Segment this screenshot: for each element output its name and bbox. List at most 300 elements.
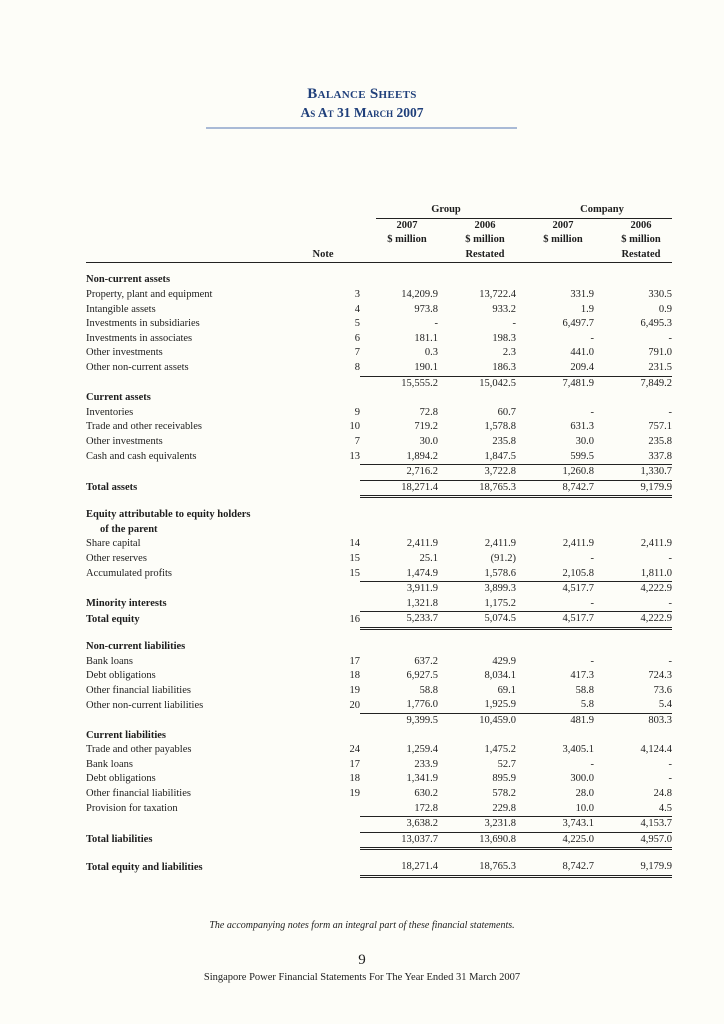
value-cell: 18,271.4 [376,860,438,876]
gap [360,743,376,758]
gap [438,714,454,729]
line-item-label: Provision for taxation [86,802,178,814]
gap [360,420,376,435]
gap [438,597,454,612]
line-item-label: Investments in subsidiaries [86,318,200,330]
line-item-row [86,787,672,802]
note-ref [286,597,360,612]
gap [438,772,454,787]
value-cell: 2,411.9 [484,538,516,550]
value-cell: 4,222.9 [610,612,672,629]
gap [594,582,610,597]
page-number: 9 [358,952,366,968]
note-ref: 18 [349,773,360,785]
note-ref: 16 [349,613,360,625]
gap [438,860,454,876]
gap [360,787,376,802]
value-cell: 337.8 [648,450,672,462]
value-cell: 637.2 [414,655,438,667]
line-item-row [86,406,672,421]
section-heading: Non-current assets [86,274,171,286]
gap [360,612,376,629]
note-ref: 19 [349,684,360,696]
value-cell: 15,555.2 [376,376,438,391]
gap [594,655,610,670]
gap [438,435,454,450]
value-cell: 4.5 [658,802,672,814]
line-item-label: Share capital [86,538,141,550]
gap [594,714,610,729]
value-cell: 9,179.9 [610,480,672,497]
gap [516,758,532,773]
line-item-label: Other financial liabilities [86,684,191,696]
section-heading-row [86,508,672,523]
note-ref: 8 [354,362,360,374]
gap [516,450,532,465]
value-cell: 69.1 [497,684,516,696]
value-cell: - [590,758,594,770]
gap [594,817,610,833]
gap [360,435,376,450]
gap [594,597,610,612]
value-cell: 1,175.2 [484,597,516,609]
value-cell: 331.9 [570,288,594,300]
column-header-row [86,248,672,263]
subtotal-row [86,376,672,391]
value-cell: 417.3 [570,670,594,682]
gap [594,465,610,481]
publication-footer: Singapore Power Financial Statements For The Year Ended 31 March 2007 [203,972,521,983]
line-item-label: Cash and cash equivalents [86,450,197,462]
gap [360,597,376,612]
value-cell: 229.8 [492,802,516,814]
value-cell: - [434,318,438,330]
line-item-label: Other investments [86,347,163,359]
value-cell: 1,925.9 [484,699,516,711]
gap [516,376,532,391]
gap [360,817,376,833]
gap [516,465,532,481]
note-ref [286,802,360,817]
gap [594,860,610,876]
line-item-row [86,537,672,552]
value-cell: 3,231.8 [454,817,516,833]
value-cell: 1,341.9 [406,773,438,785]
gap [516,317,532,332]
line-item-row [86,743,672,758]
gap [438,684,454,699]
gap [594,698,610,713]
value-cell: - [668,553,672,565]
note-ref: 10 [349,421,360,433]
note-ref [286,860,360,876]
line-item-label: Total assets [86,482,138,494]
value-cell: - [590,406,594,418]
value-cell: 3,638.2 [376,817,438,833]
gap [516,420,532,435]
value-cell: 7,849.2 [610,376,672,391]
value-cell: - [590,655,594,667]
gap [360,346,376,361]
gap [516,567,532,582]
value-cell: 1,847.5 [484,450,516,462]
value-cell: 1,776.0 [406,699,438,711]
subtotal-row [86,714,672,729]
line-item-label: Trade and other receivables [86,421,202,433]
gap [438,288,454,303]
gap [438,758,454,773]
gap [360,406,376,421]
value-cell: (91.2) [490,553,516,565]
line-item-row [86,567,672,582]
section-heading: Current liabilities [86,729,167,741]
line-item-row [86,435,672,450]
value-cell: 803.3 [610,714,672,729]
section-heading-row [86,729,672,744]
gap [360,450,376,465]
value-cell: 1,578.8 [484,421,516,433]
gap [438,420,454,435]
line-item-row [86,552,672,567]
gap [438,303,454,318]
column-header [532,248,594,263]
column-header: 2007 [552,219,574,231]
section-heading: Equity attributable to equity holders [86,509,251,521]
note-ref: 15 [349,553,360,565]
note-ref: 3 [354,288,360,300]
gap [594,435,610,450]
note-ref: 7 [354,435,360,447]
value-cell: 5.4 [658,699,672,711]
line-item-row [86,758,672,773]
value-cell: - [668,655,672,667]
gap [438,802,454,817]
gap [594,537,610,552]
company-header: Company [532,203,672,218]
gap [516,714,532,729]
line-item-label: Investments in associates [86,332,193,344]
gap [594,758,610,773]
value-cell: 599.5 [570,450,594,462]
value-cell: 1,474.9 [406,567,438,579]
value-cell: 13,690.8 [454,832,516,849]
value-cell: 18,765.3 [454,480,516,497]
value-cell: 60.7 [497,406,516,418]
line-item-row [86,684,672,699]
gap [594,332,610,347]
gap [360,465,376,481]
value-cell: 1,894.2 [406,450,438,462]
gap [360,758,376,773]
gap [594,361,610,376]
section-heading: of the parent [100,523,158,535]
value-cell: 1,811.0 [640,567,672,579]
value-cell: 1.9 [580,303,594,315]
gap [360,582,376,597]
gap [360,684,376,699]
value-cell: 58.8 [419,684,438,696]
value-cell: 3,722.8 [454,465,516,481]
line-item-row [86,655,672,670]
value-cell: 7,481.9 [532,376,594,391]
line-item-row [86,346,672,361]
gap [516,346,532,361]
line-item-label: Total equity and liabilities [86,862,203,874]
value-cell: 28.0 [575,787,594,799]
value-cell: 300.0 [570,773,594,785]
gap [438,317,454,332]
section-heading: Current assets [86,392,151,404]
value-cell: 73.6 [653,684,672,696]
gap [516,537,532,552]
subtotal-row [86,817,672,833]
column-header: 2006 [474,219,496,231]
gap [438,552,454,567]
value-cell: 3,899.3 [454,582,516,597]
line-item-row [86,802,672,817]
value-cell: 973.8 [414,303,438,315]
note-ref: 15 [349,567,360,579]
line-item-label: Debt obligations [86,773,156,785]
value-cell: 2.3 [502,347,516,359]
note-ref: 17 [349,758,360,770]
value-cell: 6,495.3 [640,318,672,330]
line-item-row [86,303,672,318]
gap [594,420,610,435]
value-cell: 58.8 [575,684,594,696]
gap [360,714,376,729]
column-header-row [86,218,672,233]
column-header: $ million [387,234,427,246]
gap [594,787,610,802]
value-cell: 14,209.9 [401,288,438,300]
note-ref: 9 [354,406,360,418]
section-heading-row [86,391,672,406]
value-cell: 10.0 [575,802,594,814]
gap [360,698,376,713]
value-cell: 3,911.9 [376,582,438,597]
line-item-label: Debt obligations [86,670,156,682]
line-item-label: Other non-current liabilities [86,699,204,711]
gap [438,376,454,391]
gap [438,567,454,582]
value-cell: 757.1 [648,421,672,433]
line-item-label: Minority interests [86,598,167,610]
column-header: Restated [454,248,516,263]
gap [360,376,376,391]
line-item-row [86,450,672,465]
value-cell: 4,225.0 [532,832,594,849]
section-heading: Non-current liabilities [86,641,186,653]
value-cell: 15,042.5 [454,376,516,391]
gap [594,303,610,318]
note-ref: 4 [354,303,360,315]
page-header [0,84,724,122]
page-subtitle: As At 31 March 2007 [300,105,424,120]
gap [438,669,454,684]
line-item-row [86,698,672,713]
value-cell: 0.3 [424,347,438,359]
value-cell: 791.0 [648,347,672,359]
gap [360,288,376,303]
gap [360,772,376,787]
gap [516,772,532,787]
value-cell: 6,497.7 [562,318,594,330]
title-divider [206,127,517,129]
gap [438,406,454,421]
column-header [376,248,438,263]
gap [594,832,610,849]
note-ref: 14 [349,538,360,550]
value-cell: 578.2 [492,787,516,799]
gap [360,860,376,876]
value-cell: 30.0 [419,435,438,447]
balance-sheet-table [86,203,672,878]
value-cell: 1,330.7 [610,465,672,481]
value-cell: 631.3 [570,421,594,433]
value-cell: 330.5 [648,288,672,300]
line-item-label: Other financial liabilities [86,787,191,799]
column-group-row [86,203,672,218]
gap [360,480,376,497]
gap [594,346,610,361]
value-cell: 13,722.4 [479,288,516,300]
gap [516,860,532,876]
gap [516,655,532,670]
value-cell: 429.9 [492,655,516,667]
gap [516,406,532,421]
gap [594,567,610,582]
line-item-row [86,597,672,612]
value-cell: 235.8 [648,435,672,447]
value-cell: 209.4 [570,361,594,373]
value-cell: 8,742.7 [532,860,594,876]
value-cell: 1,260.8 [532,465,594,481]
value-cell: 4,957.0 [610,832,672,849]
value-cell: - [512,318,516,330]
gap [360,537,376,552]
value-cell: 181.1 [414,332,438,344]
line-item-label: Other reserves [86,553,147,565]
value-cell: 9,399.5 [376,714,438,729]
value-cell: 6,927.5 [406,670,438,682]
gap [516,435,532,450]
gap [438,480,454,497]
line-item-row [86,361,672,376]
gap [516,612,532,629]
value-cell: 4,517.7 [532,612,594,629]
value-cell: 5,233.7 [376,612,438,629]
group-header: Group [376,203,516,218]
column-header: 2006 [630,219,652,231]
value-cell: 5.8 [580,699,594,711]
gap [516,288,532,303]
value-cell: 190.1 [414,361,438,373]
value-cell: 52.7 [497,758,516,770]
gap [438,361,454,376]
gap [594,772,610,787]
value-cell: - [668,597,672,609]
line-item-row [86,669,672,684]
line-item-label: Other investments [86,435,163,447]
note-ref: 6 [354,332,360,344]
line-item-label: Accumulated profits [86,567,173,579]
value-cell: - [590,332,594,344]
gap [516,787,532,802]
value-cell: - [590,597,594,609]
value-cell: 2,411.9 [562,538,594,550]
line-item-row [86,772,672,787]
value-cell: 233.9 [414,758,438,770]
value-cell: 13,037.7 [376,832,438,849]
gap [516,582,532,597]
gap [516,552,532,567]
gap [360,802,376,817]
note-ref: 17 [349,655,360,667]
gap [360,317,376,332]
line-item-row [86,317,672,332]
gap [438,743,454,758]
gap [594,743,610,758]
value-cell: 441.0 [570,347,594,359]
note-ref [286,480,360,497]
page-title: Balance Sheets [307,86,417,102]
gap [516,802,532,817]
line-item-row [86,332,672,347]
value-cell: 172.8 [414,802,438,814]
value-cell: 719.2 [414,421,438,433]
section-heading-row [86,523,672,538]
value-cell: 9,179.9 [610,860,672,876]
gap [516,332,532,347]
value-cell: 933.2 [492,303,516,315]
note-ref: 24 [349,744,360,756]
note-ref: 13 [349,450,360,462]
line-item-label: Total liabilities [86,834,153,846]
gap [438,346,454,361]
value-cell: 724.3 [648,670,672,682]
gap [438,332,454,347]
line-item-row [86,612,672,629]
gap [438,787,454,802]
column-header: $ million [621,234,661,246]
column-header: Restated [610,248,672,263]
gap [360,567,376,582]
gap [516,303,532,318]
line-item-row [86,832,672,849]
subtotal-row [86,582,672,597]
value-cell: 630.2 [414,787,438,799]
line-item-label: Inventories [86,406,134,418]
value-cell: 481.9 [532,714,594,729]
value-cell: 186.3 [492,361,516,373]
value-cell: 18,271.4 [376,480,438,497]
value-cell: 4,153.7 [610,817,672,833]
note-header: Note [286,248,360,263]
gap [360,655,376,670]
column-header-row [86,233,672,248]
note-ref: 18 [349,670,360,682]
gap [360,832,376,849]
note-ref: 5 [354,318,360,330]
value-cell: 18,765.3 [454,860,516,876]
value-cell: 1,259.4 [406,744,438,756]
gap [516,669,532,684]
gap [438,655,454,670]
gap [594,684,610,699]
line-item-row [86,288,672,303]
gap [438,582,454,597]
